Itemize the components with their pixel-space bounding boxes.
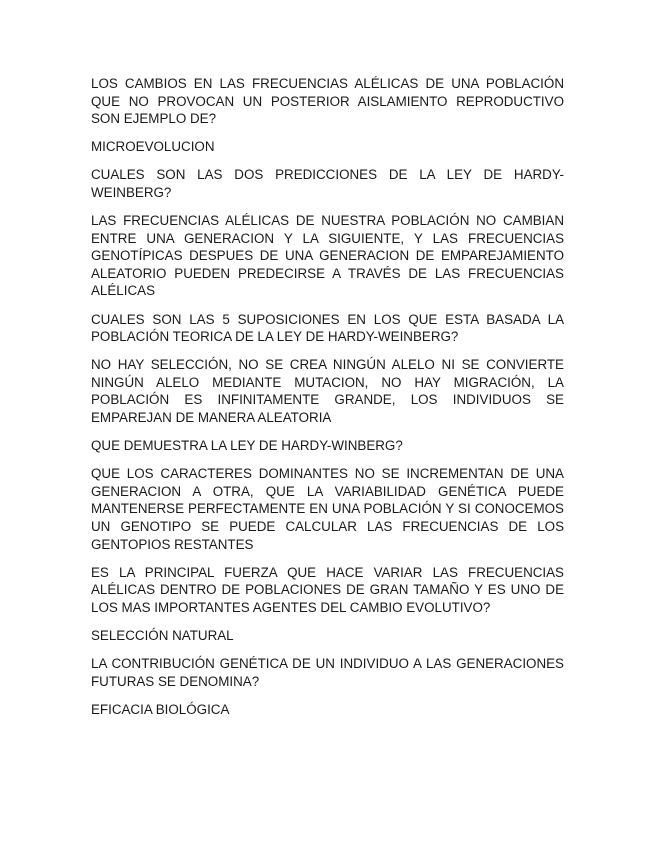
question-2: CUALES SON LAS DOS PREDICCIONES DE LA LEY DE HARDY-WEINBERG? xyxy=(91,167,564,200)
question-4: QUE DEMUESTRA LA LEY DE HARDY-WINBERG? xyxy=(91,438,403,454)
answer-4: QUE LOS CARACTERES DOMINANTES NO SE INCREMENTAN DE UNA GENERACION A OTRA, QUE LA VARIABILIDAD GENÉTICA PUEDE MANTENERSE PERFECTAMENTE EN UNA POBLACIÓN Y SI CONOCEMOS UN GENOTIPO SE PUEDE CALCULAR LAS FRECUENCIAS DE LOS GENTOPIOS RESTANTES xyxy=(91,466,564,552)
answer-5: SELECCIÓN NATURAL xyxy=(91,627,234,643)
question-3: CUALES SON LAS 5 SUPOSICIONES EN LOS QUE ESTA BASADA LA POBLACIÓN TEORICA DE LA LEY DE HARDY-WEINBERG? xyxy=(91,311,564,345)
question-6: LA CONTRIBUCIÓN GENÉTICA DE UN INDIVIDUO A LAS GENERACIONES FUTURAS SE DENOMINA? xyxy=(91,656,564,689)
question-1: LOS CAMBIOS EN LAS FRECUENCIAS ALÉLICAS DE UNA POBLACIÓN QUE NO PROVOCAN UN POSTERIOR AISLAMIENTO REPRODUCTIVO SON EJEMPLO DE? xyxy=(91,76,564,127)
answer-3: NO HAY SELECCIÓN, NO SE CREA NINGÚN ALELO NI SE CONVIERTE NINGÚN ALELO MEDIANTE MUTACION, NO HAY MIGRACIÓN, LA POBLACIÓN ES INFINITAMENTE GRANDE, LOS INDIVIDUOS SE EMPAREJAN DE MANERA ALEATORIA xyxy=(91,357,564,425)
answer-1: MICROEVOLUCION xyxy=(91,139,215,155)
question-5: ES LA PRINCIPAL FUERZA QUE HACE VARIAR LAS FRECUENCIAS ALÉLICAS DENTRO DE POBLACIONES DE GRAN TAMAÑO Y ES UNO DE LOS MAS IMPORTANTES AGENTES DEL CAMBIO EVOLUTIVO? xyxy=(91,564,564,615)
answer-2: LAS FRECUENCIAS ALÉLICAS DE NUESTRA POBLACIÓN NO CAMBIAN ENTRE UNA GENERACION Y LA SIGUIENTE, Y LAS FRECUENCIAS GENOTÍPICAS DESPUES DE UNA GENERACION DE EMPAREJAMIENTO ALEATORIO PUEDEN PREDECIRSE A TRAVÉS DE LAS FRECUENCIAS ALÉLICAS xyxy=(91,213,564,299)
document-page xyxy=(91,75,564,729)
answer-6: EFICACIA BIOLÓGICA xyxy=(91,701,230,717)
